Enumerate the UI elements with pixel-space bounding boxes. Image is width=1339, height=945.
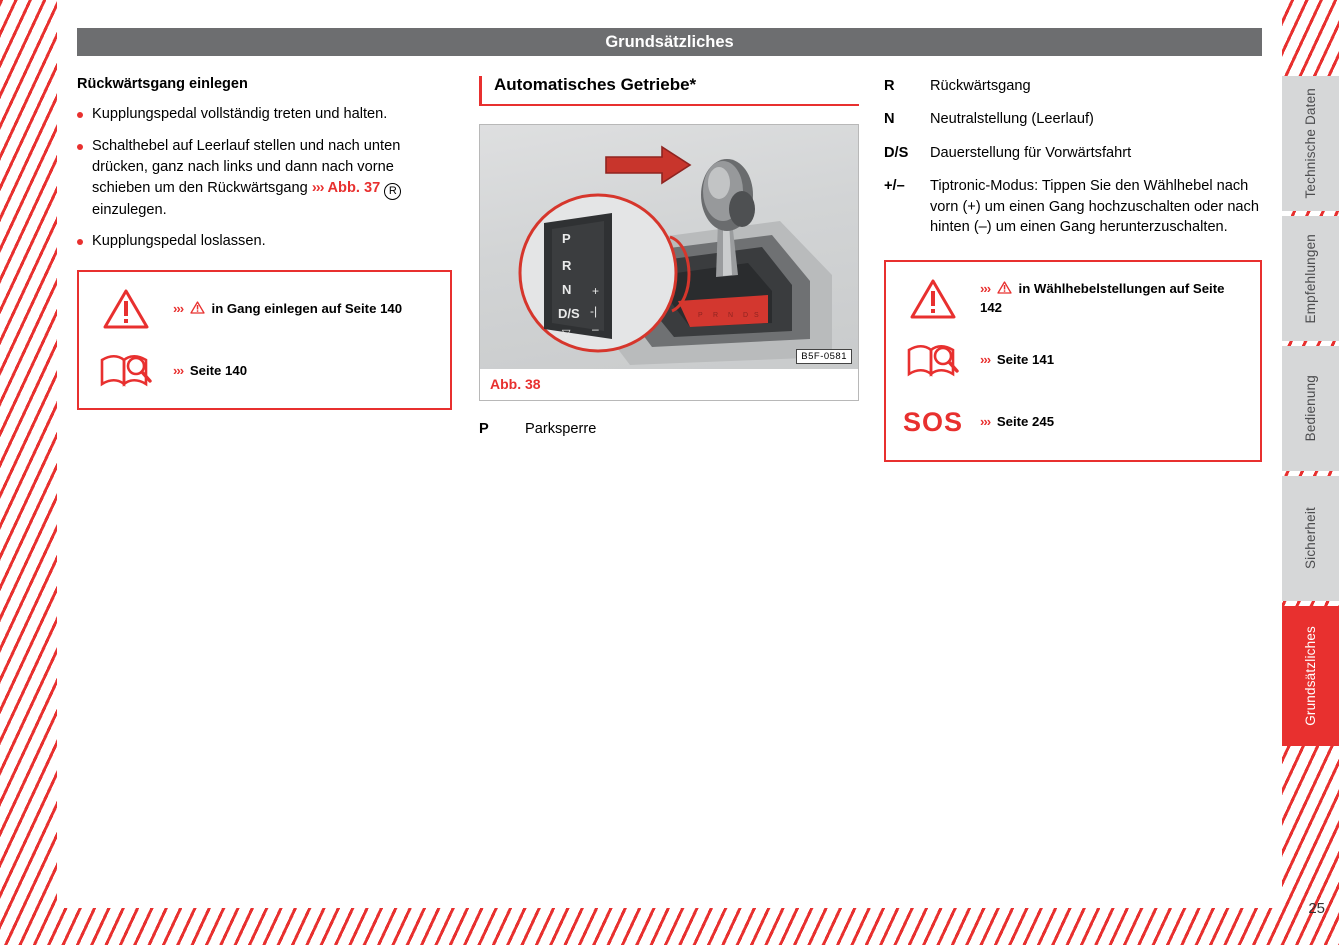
tab-sicherheit[interactable]: [1282, 476, 1339, 601]
chevron-icon: ›››: [173, 362, 184, 378]
chevron-icon: ›››: [980, 352, 991, 368]
legend-value: Neutralstellung (Leerlauf): [930, 111, 1094, 128]
svg-text:D/S: D/S: [558, 305, 580, 321]
instruction-text-2-tail: einzulegen.: [92, 201, 167, 218]
tab-label: Technische Daten: [1303, 88, 1318, 199]
note-text-warning: [173, 300, 402, 319]
instruction-text-1: Kupplungspedal vollständig treten und halten.: [92, 106, 388, 122]
svg-text:N: N: [562, 281, 572, 297]
svg-text:–: –: [592, 321, 599, 336]
figure-code: B5F-0581: [796, 349, 852, 364]
chevron-icon: ›››: [311, 179, 324, 196]
note-label-sos[interactable]: Seite 245: [996, 414, 1055, 430]
column-right: [884, 76, 1262, 462]
tab-label: Sicherheit: [1303, 507, 1318, 570]
svg-text:P: P: [698, 311, 703, 319]
legend-key: N: [884, 111, 895, 128]
figure-38-image: [480, 125, 858, 369]
figure-caption: Abb. 38: [490, 375, 541, 392]
note-text-warning: [980, 280, 1244, 317]
tab-bedienung[interactable]: [1282, 346, 1339, 471]
chevron-icon: ›››: [980, 280, 991, 296]
legend-row: [479, 419, 859, 439]
list-item: [77, 104, 452, 125]
legend-value: Dauerstellung für Vorwärtsfahrt: [930, 144, 1132, 161]
tab-label: Bedienung: [1303, 375, 1318, 442]
legend-key: R: [884, 78, 895, 94]
legend-list-center: [479, 419, 859, 439]
svg-text:D: D: [743, 311, 749, 319]
section-title-automatic-transmission: Automatisches Getriebe*: [479, 76, 859, 106]
note-label-reference[interactable]: Seite 140: [189, 362, 248, 378]
note-text-reference: [980, 351, 1054, 370]
section-tabs: [1282, 76, 1339, 751]
note-row-reference: [902, 338, 1244, 384]
warning-note-box-right: [884, 260, 1262, 462]
tab-label: Grundsätzliches: [1303, 626, 1318, 726]
page-number: 25: [1308, 900, 1325, 917]
chevron-icon: ›››: [980, 414, 991, 430]
legend-row: [884, 76, 1262, 96]
figure-38: [479, 124, 859, 401]
legend-value: Tiptronic-Modus: Tippen Sie den Wählhebel nach vorn (+) um einen Gang hochzuschalten oder nach hinten (–) um einen Gang herunterzuschalten.: [930, 178, 1259, 236]
warning-note-box-left: [77, 270, 452, 410]
legend-key: D/S: [884, 144, 909, 161]
instruction-text-3: Kupplungspedal loslassen.: [92, 233, 266, 250]
svg-text:+: +: [592, 283, 600, 298]
gear-selector-illustration: [480, 125, 858, 369]
page-header: [77, 28, 1262, 56]
note-row-reference: [95, 348, 434, 394]
warning-triangle-icon: [95, 286, 157, 332]
note-row-warning: [902, 276, 1244, 322]
page-header-title: Grundsätzliches: [605, 32, 734, 51]
instruction-list: [77, 104, 452, 252]
list-item: [77, 136, 452, 221]
note-text-reference: [173, 362, 247, 381]
warning-triangle-inline-icon: [190, 301, 205, 314]
sos-icon: [902, 400, 964, 446]
chevron-icon: ›››: [173, 300, 184, 316]
book-magnifier-icon: [902, 338, 964, 384]
legend-key: +/–: [884, 178, 905, 195]
legend-row: [884, 176, 1262, 237]
book-magnifier-icon: [95, 348, 157, 394]
svg-text:▽: ▽: [562, 327, 571, 340]
note-label-warning[interactable]: in Gang einlegen auf Seite 140: [211, 300, 403, 316]
instruction-text-2: Schalthebel auf Leerlauf stellen und nach unten drücken, ganz nach links und dann nach vorne schieben um den Rückwärtsgang: [92, 137, 401, 196]
column-left: [77, 76, 452, 410]
legend-key: P: [479, 420, 489, 437]
note-row-sos: [902, 400, 1244, 446]
tab-technische-daten[interactable]: [1282, 76, 1339, 211]
note-row-warning: [95, 286, 434, 332]
circle-r-icon: R: [384, 183, 401, 200]
warning-triangle-icon: [902, 276, 964, 322]
tab-label: Empfehlungen: [1303, 233, 1318, 324]
svg-text:P: P: [562, 230, 571, 246]
section-title-reverse-gear: Rückwärtsgang einlegen: [77, 76, 248, 92]
figure-reference-link[interactable]: Abb. 37: [327, 179, 381, 196]
sos-icon-text: SOS: [902, 407, 964, 438]
legend-row: [884, 143, 1262, 163]
warning-triangle-inline-icon: [997, 281, 1012, 294]
note-text-sos: [980, 413, 1054, 432]
svg-text:-|: -|: [590, 303, 598, 318]
svg-text:S: S: [754, 311, 759, 319]
svg-text:R: R: [713, 311, 719, 319]
svg-text:N: N: [728, 311, 734, 319]
tab-empfehlungen[interactable]: [1282, 216, 1339, 341]
legend-row: [884, 109, 1262, 129]
tab-grundsaetzliches[interactable]: [1282, 606, 1339, 746]
column-center: [479, 76, 859, 452]
svg-text:R: R: [562, 257, 572, 273]
note-label-reference[interactable]: Seite 141: [996, 352, 1055, 368]
legend-list-right: [884, 76, 1262, 238]
list-item: [77, 231, 452, 252]
legend-value: Rückwärtsgang: [930, 78, 1031, 94]
note-label-warning[interactable]: in Wählhebelstellungen auf Seite 142: [980, 280, 1225, 315]
legend-value: Parksperre: [525, 420, 597, 437]
